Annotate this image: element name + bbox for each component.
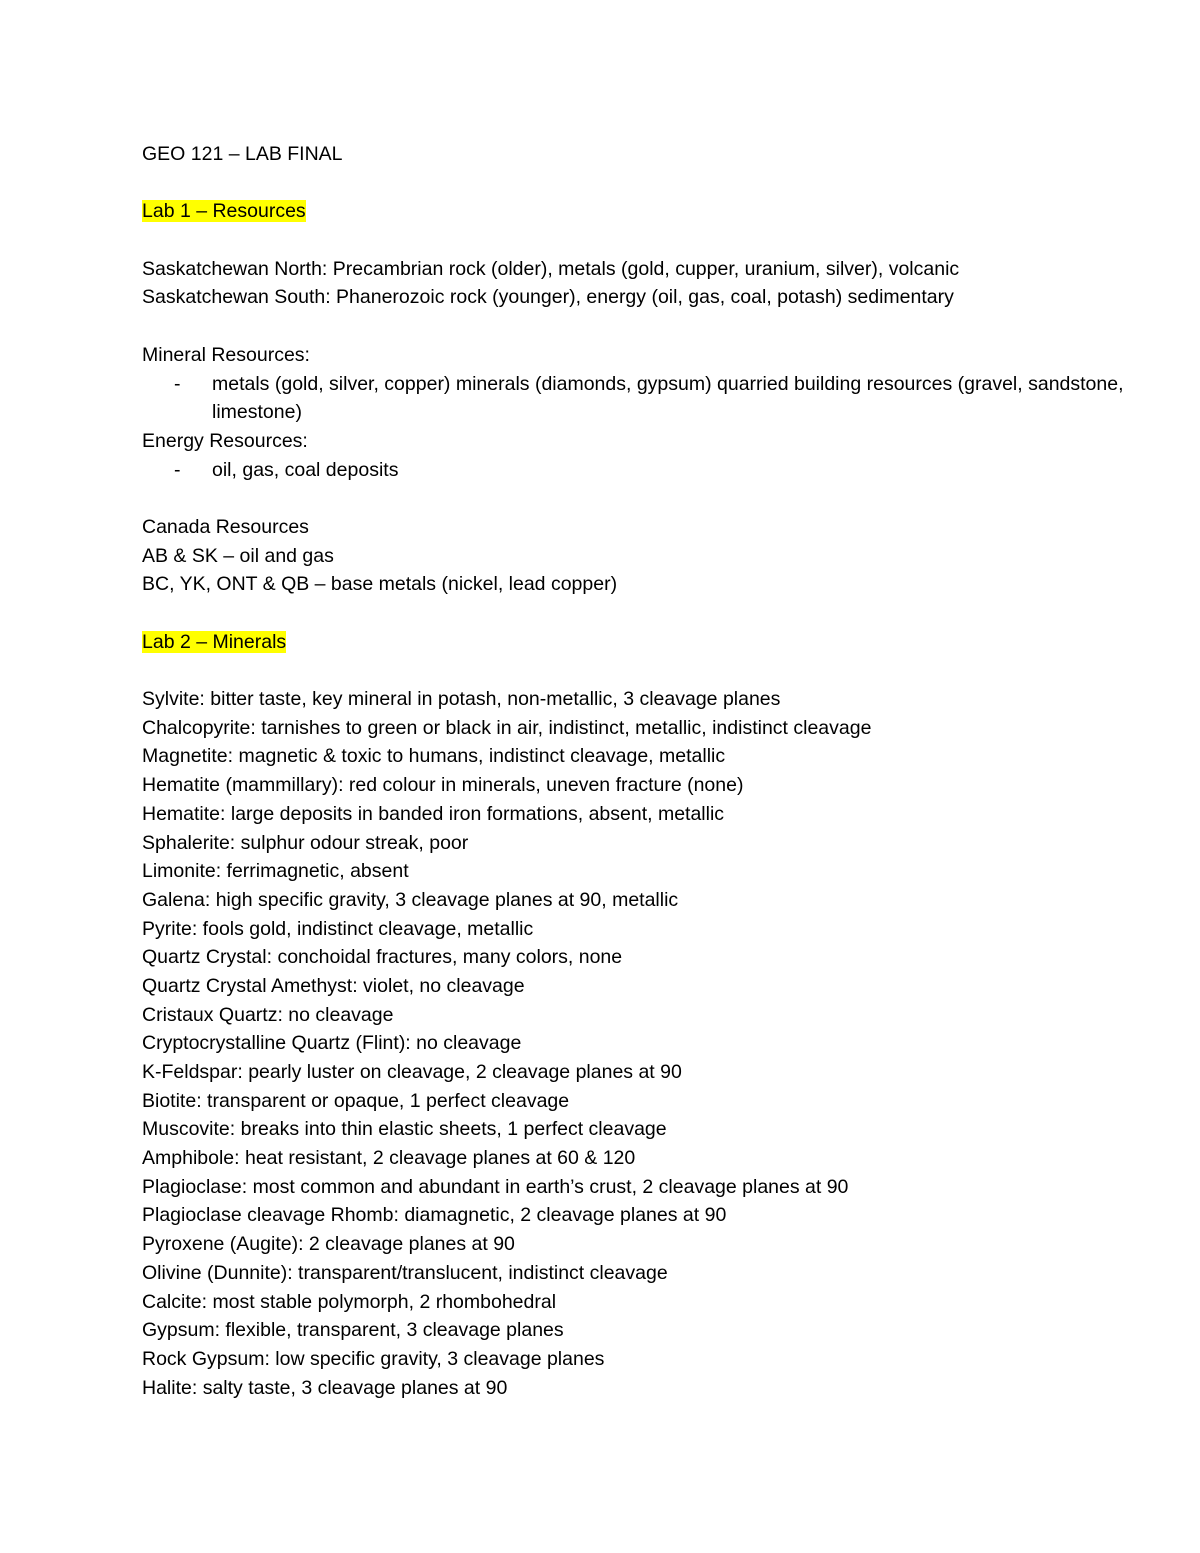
mineral-resources-bullet [142,370,1142,427]
mineral-line: Sylvite: bitter taste, key mineral in potash, non-metallic, 3 cleavage planes [142,688,781,711]
mineral-line: Amphibole: heat resistant, 2 cleavage planes at 60 & 120 [142,1147,636,1170]
mineral-line: Halite: salty taste, 3 cleavage planes at 90 [142,1376,508,1399]
spacer [142,226,1142,255]
mineral-line: Cristaux Quartz: no cleavage [142,1003,394,1026]
mineral-line: Plagioclase: most common and abundant in earth’s crust, 2 cleavage planes at 90 [142,1175,849,1198]
energy-resources-item: oil, gas, coal deposits [212,458,399,481]
lab1-heading: Lab 1 – Resources [142,200,306,223]
canada-resources-heading: Canada Resources [142,515,309,538]
mineral-line: Pyroxene (Augite): 2 cleavage planes at 90 [142,1233,515,1256]
sask-south-line: Saskatchewan South: Phanerozoic rock (younger), energy (oil, gas, coal, potash) sedimentary [142,286,954,309]
mineral-line: Rock Gypsum: low specific gravity, 3 cleavage planes [142,1347,605,1370]
mineral-line: Calcite: most stable polymorph, 2 rhombohedral [142,1290,557,1313]
mineral-line: Muscovite: breaks into thin elastic sheets, 1 perfect cleavage [142,1118,667,1141]
lab1-heading-row [142,197,1142,226]
mineral-line: Cryptocrystalline Quartz (Flint): no cleavage [142,1032,522,1055]
mineral-line: Galena: high specific gravity, 3 cleavage planes at 90, metallic [142,888,679,911]
bullet-dash: - [174,372,181,395]
mineral-line: Chalcopyrite: tarnishes to green or black in air, indistinct, metallic, indistinct cleavage [142,716,872,739]
canada-line: AB & SK – oil and gas [142,544,334,567]
lab2-heading: Lab 2 – Minerals [142,630,287,653]
mineral-line: Hematite: large deposits in banded iron formations, absent, metallic [142,802,725,825]
bullet-dash: - [174,458,181,481]
mineral-line: Olivine (Dunnite): transparent/translucent, indistinct cleavage [142,1261,668,1284]
mineral-line: Biotite: transparent or opaque, 1 perfect cleavage [142,1089,570,1112]
spacer [142,599,1142,628]
mineral-line: Pyrite: fools gold, indistinct cleavage, metallic [142,917,534,940]
mineral-line: Quartz Crystal: conchoidal fractures, many colors, none [142,946,623,969]
energy-resources-bullet [142,456,1142,485]
lab2-heading-row [142,628,1142,657]
mineral-line: Hematite (mammillary): red colour in minerals, uneven fracture (none) [142,774,744,797]
mineral-resources-item: metals (gold, silver, copper) minerals (diamonds, gypsum) quarried building resources (gravel, sandstone, limestone) [212,372,1124,424]
spacer [142,656,1142,685]
spacer [142,312,1142,341]
energy-resources-label: Energy Resources: [142,429,308,452]
mineral-line: K-Feldspar: pearly luster on cleavage, 2 cleavage planes at 90 [142,1061,682,1084]
mineral-line: Plagioclase cleavage Rhomb: diamagnetic, 2 cleavage planes at 90 [142,1204,727,1227]
spacer [142,484,1142,513]
mineral-line: Quartz Crystal Amethyst: violet, no cleavage [142,974,525,997]
document-page [142,140,1142,1402]
document-title: GEO 121 – LAB FINAL [142,143,343,165]
canada-line: BC, YK, ONT & QB – base metals (nickel, lead copper) [142,573,618,596]
mineral-line: Sphalerite: sulphur odour streak, poor [142,831,469,854]
mineral-resources-label: Mineral Resources: [142,343,310,366]
mineral-line: Limonite: ferrimagnetic, absent [142,860,409,883]
sask-north-line: Saskatchewan North: Precambrian rock (older), metals (gold, cupper, uranium, silver), volcanic [142,257,960,280]
mineral-line: Gypsum: flexible, transparent, 3 cleavage planes [142,1319,564,1342]
spacer [142,169,1142,198]
mineral-line: Magnetite: magnetic & toxic to humans, indistinct cleavage, metallic [142,745,726,768]
